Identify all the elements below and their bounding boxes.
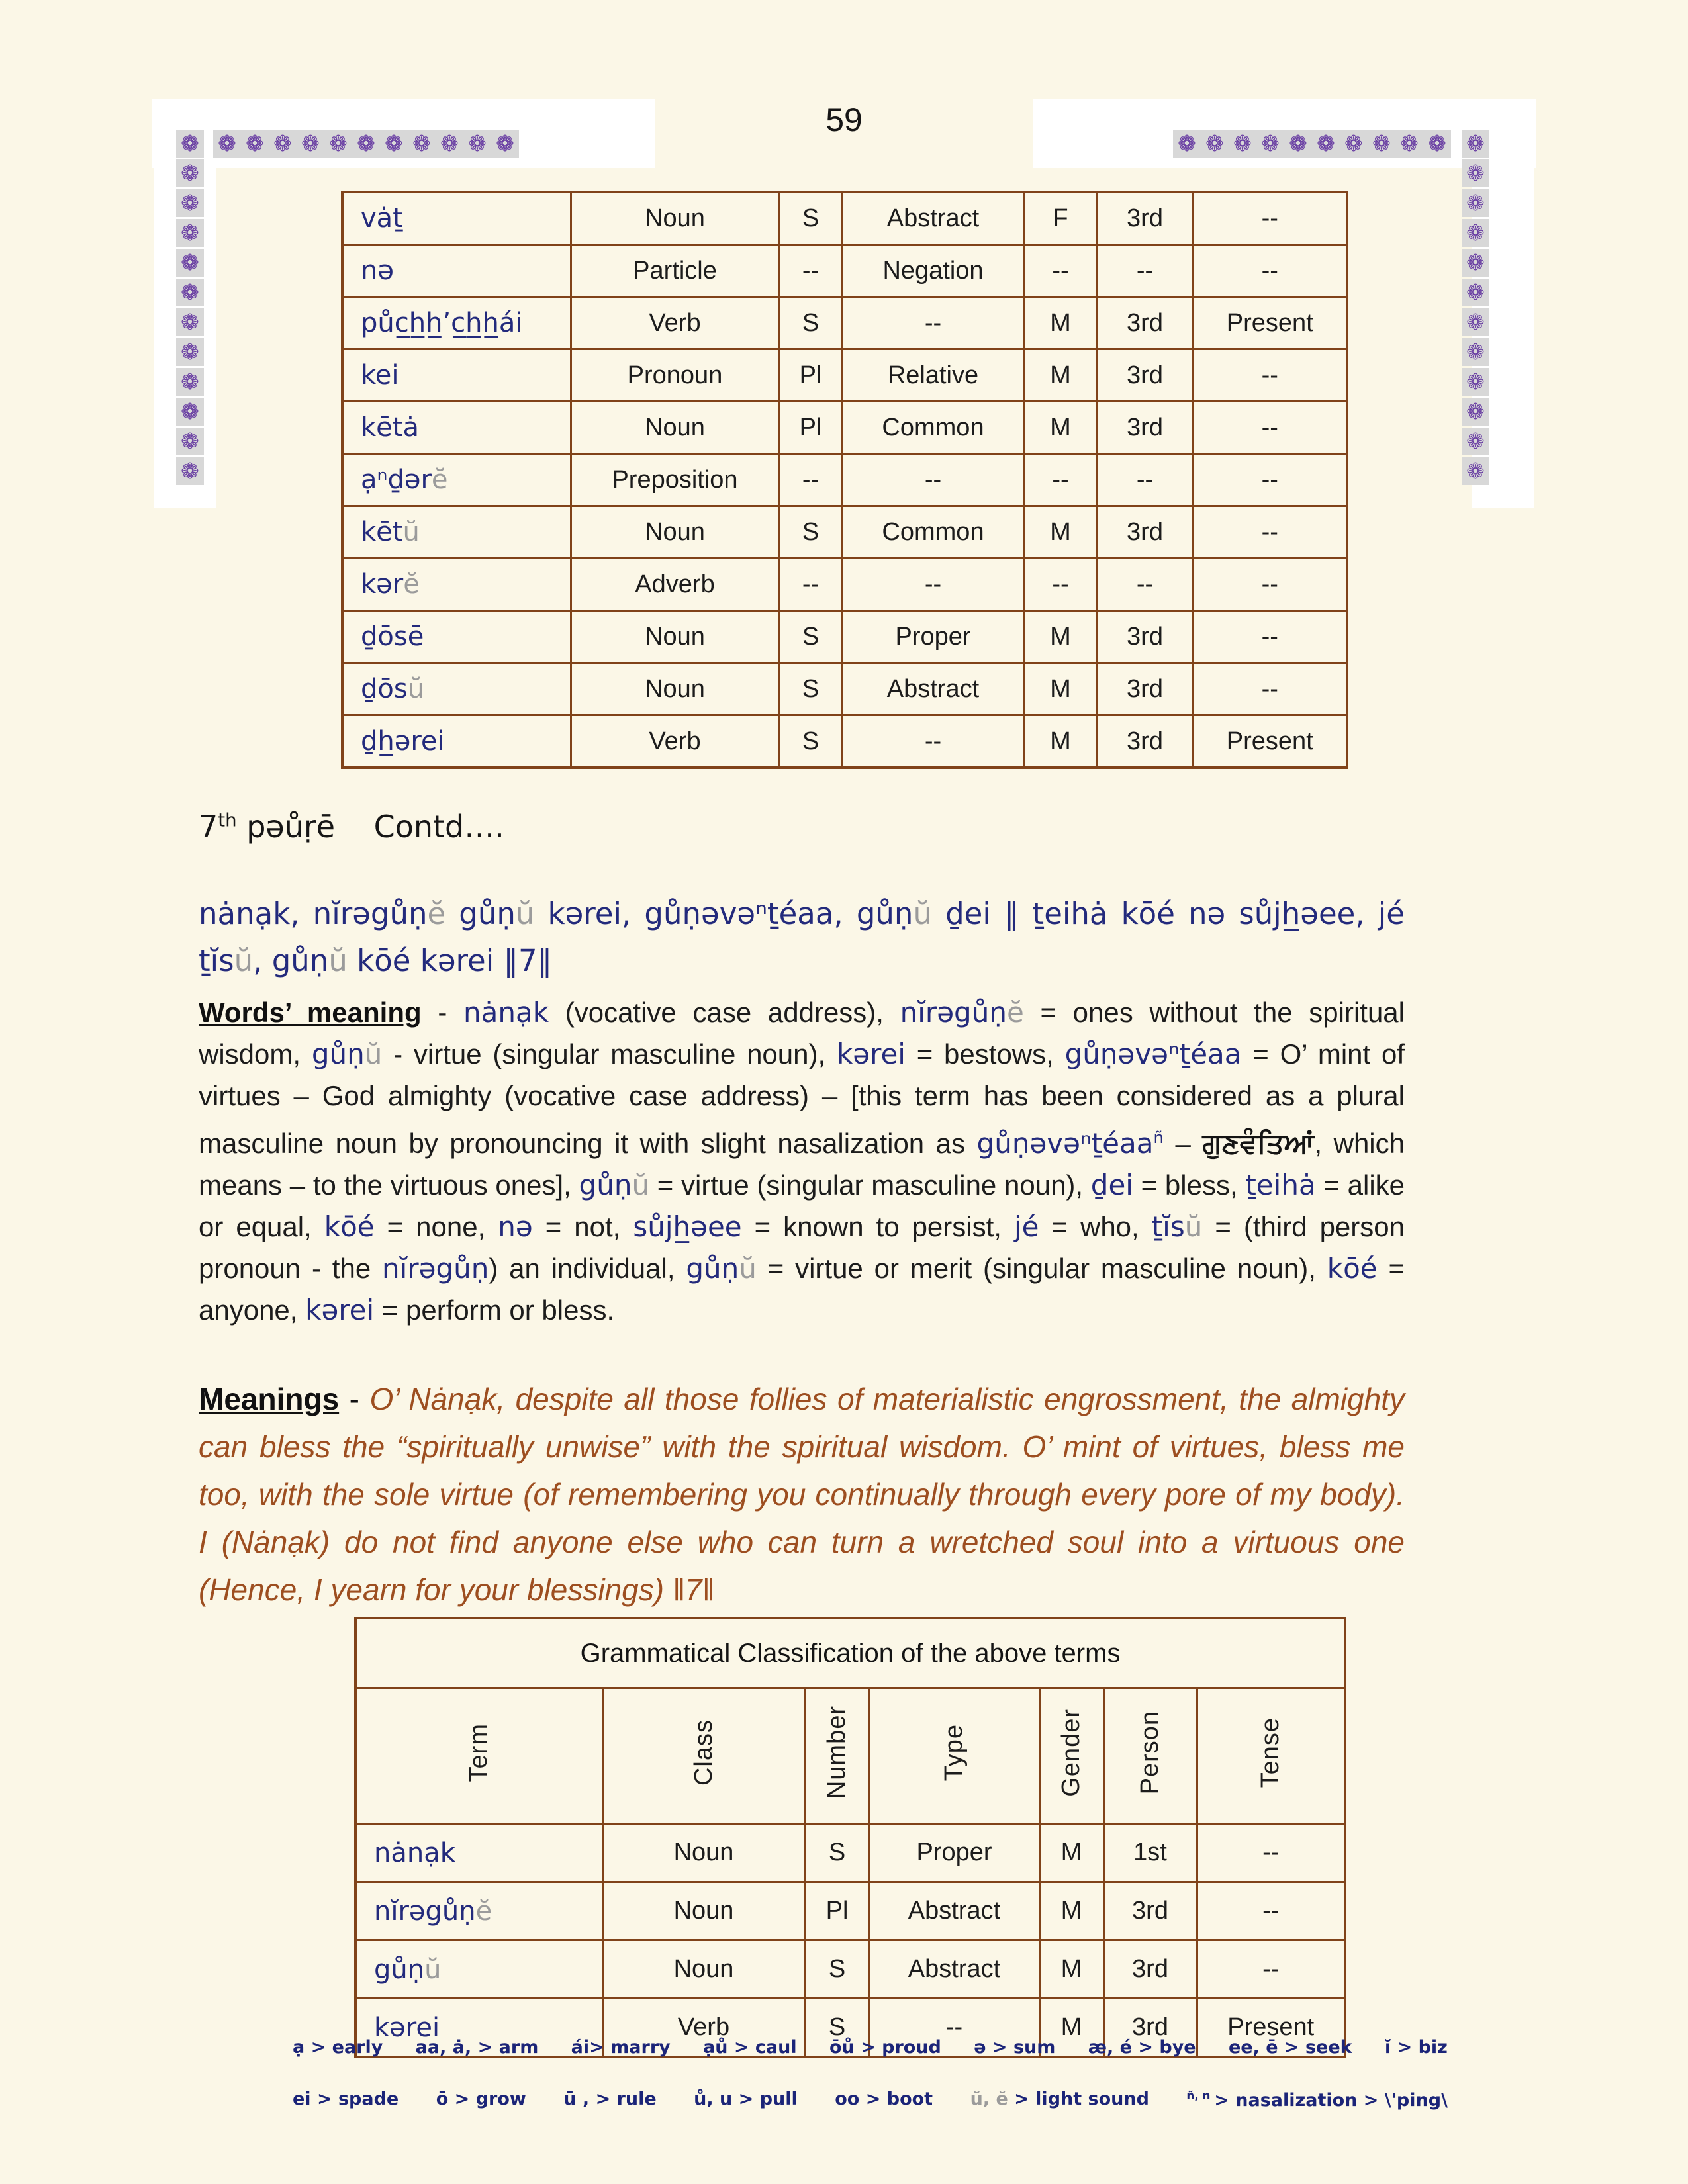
flower-ornament-icon: ❁ (1256, 130, 1284, 158)
tense-cell: -- (1193, 454, 1347, 506)
flower-ornament-icon: ❁ (1284, 130, 1312, 158)
text-segment: ŭ (328, 943, 348, 978)
flower-ornament-icon: ❁ (352, 130, 380, 158)
term-text: kei (361, 360, 399, 390)
key-item: æ, é > bye (1088, 2037, 1196, 2058)
table-row (342, 454, 1347, 506)
term-cell (355, 1882, 602, 1940)
table-row (342, 611, 1347, 663)
term-cell (342, 559, 571, 611)
person-cell: -- (1097, 559, 1193, 611)
flower-ornament-icon: ❁ (1395, 130, 1423, 158)
text-segment: = alike or equal, (199, 1169, 1405, 1242)
text-segment: kərei, gůṇəvəⁿṯéaa, gůṇ (534, 896, 914, 931)
person-cell: -- (1097, 454, 1193, 506)
key-item: ū , > rule (563, 2089, 657, 2109)
person-cell: 3rd (1097, 192, 1193, 245)
key-item: ạů > caul (703, 2037, 797, 2058)
text-segment: = (third person pronoun - the (199, 1211, 1405, 1284)
tense-cell: -- (1193, 192, 1347, 245)
flower-ornament-icon: ❁ (1462, 428, 1489, 455)
table-row (342, 402, 1347, 454)
gender-cell: M (1024, 297, 1097, 349)
flower-ornament-icon: ❁ (1462, 398, 1489, 426)
text-segment: ŭ (913, 896, 932, 931)
number-cell: S (779, 611, 842, 663)
person-cell: 3rd (1097, 663, 1193, 715)
term-cell (342, 611, 571, 663)
number-cell: -- (779, 454, 842, 506)
meanings-label: Meanings (199, 1382, 340, 1416)
table-row (355, 1940, 1345, 1999)
header-label: Person (1136, 1710, 1164, 1795)
tense-cell: -- (1197, 1882, 1345, 1940)
text-segment: jé (1013, 1210, 1039, 1243)
tense-cell: Present (1193, 715, 1347, 768)
text-segment: = known to persist, (741, 1211, 1014, 1242)
text-segment: ḏei ‖ ṯeihȧ kōé nə sůjh̲əee, jé ṯĭs (199, 896, 1405, 978)
gender-cell: F (1024, 192, 1097, 245)
term-cell (342, 297, 571, 349)
text-segment: ḏei (1090, 1169, 1133, 1201)
key-item: ái> marry (571, 2037, 671, 2058)
text-segment: nĭrəgůṇ (900, 996, 1007, 1028)
label-separator: - (421, 997, 463, 1028)
term-cell (355, 1940, 602, 1999)
type-cell: Relative (842, 349, 1024, 402)
text-segment: = anyone, (199, 1253, 1405, 1326)
key-item: ee, ē > seek (1228, 2037, 1352, 2058)
term-light-text: ŭ (424, 1954, 442, 1985)
class-cell: Pronoun (571, 349, 779, 402)
header-label: Number (823, 1706, 851, 1799)
table-row (342, 715, 1347, 768)
text-segment: ṯĭs (1151, 1210, 1185, 1243)
header-type (869, 1688, 1039, 1824)
header-number (805, 1688, 869, 1824)
text-segment: = bless, (1133, 1169, 1246, 1201)
type-cell: Abstract (869, 1882, 1039, 1940)
gender-cell: M (1024, 663, 1097, 715)
text-segment: ) an individual, (489, 1253, 686, 1284)
flower-ornament-icon: ❁ (1462, 219, 1489, 247)
flower-ornament-icon: ❁ (1462, 189, 1489, 217)
text-segment: kōé kərei ‖7‖ (347, 943, 553, 978)
gender-cell: M (1024, 349, 1097, 402)
term-cell (342, 402, 571, 454)
gender-cell: M (1024, 611, 1097, 663)
text-segment: ŭ (632, 1169, 650, 1201)
term-cell (342, 454, 571, 506)
term-text: vȧṯ (361, 203, 403, 234)
flower-ornament-icon: ❁ (1462, 368, 1489, 396)
header-label: Tense (1256, 1717, 1285, 1788)
header-person (1103, 1688, 1197, 1824)
text-segment: nə (498, 1210, 533, 1243)
flower-ornament-icon: ❁ (408, 130, 436, 158)
class-cell: Noun (602, 1824, 805, 1882)
table-row (355, 1882, 1345, 1940)
number-cell: Pl (779, 349, 842, 402)
text-segment: ŭ (739, 1252, 757, 1285)
gender-cell: -- (1024, 559, 1097, 611)
text-segment: = virtue (singular masculine noun), (649, 1169, 1091, 1201)
flower-column-right (1462, 130, 1489, 485)
flower-ornament-icon: ❁ (213, 130, 241, 158)
class-cell: Particle (571, 245, 779, 297)
number-cell: S (805, 1824, 869, 1882)
type-cell: Common (842, 402, 1024, 454)
flower-ornament-icon: ❁ (436, 130, 463, 158)
term-cell (342, 715, 571, 768)
text-segment: kōé (1327, 1252, 1378, 1285)
pauri-number: 7 (199, 809, 218, 844)
text-segment: ਗੁਣਵੰਤਿਆਂ (1202, 1127, 1315, 1160)
number-cell: -- (779, 245, 842, 297)
table-header-row (355, 1688, 1345, 1824)
class-cell: Noun (602, 1940, 805, 1999)
person-cell: 3rd (1097, 349, 1193, 402)
class-cell: Verb (571, 715, 779, 768)
table-title: Grammatical Classification of the above terms (355, 1618, 1345, 1688)
tense-cell: Present (1193, 297, 1347, 349)
number-cell: Pl (805, 1882, 869, 1940)
class-cell: Noun (571, 192, 779, 245)
type-cell: Abstract (842, 663, 1024, 715)
text-segment: = perform or bless. (374, 1295, 615, 1326)
words-meaning-text (199, 997, 1405, 1326)
key-item: aa, ȧ, > arm (415, 2037, 539, 2058)
flower-ornament-icon: ❁ (463, 130, 491, 158)
flower-ornament-icon: ❁ (269, 130, 297, 158)
text-segment: ŭ (515, 896, 535, 931)
text-segment: kōé (324, 1210, 375, 1243)
term-light-text: ĕ (475, 1895, 492, 1927)
person-cell: 3rd (1097, 297, 1193, 349)
gender-cell: -- (1024, 454, 1097, 506)
term-text: kər (361, 569, 404, 600)
tense-cell: -- (1197, 1940, 1345, 1999)
header-label: Class (689, 1719, 718, 1786)
table-title-row (355, 1618, 1345, 1688)
flower-ornament-icon: ❁ (176, 159, 204, 187)
words-meaning-paragraph (199, 991, 1405, 1331)
type-cell: -- (842, 715, 1024, 768)
person-cell: 3rd (1097, 402, 1193, 454)
text-segment: ñ (1153, 1128, 1164, 1147)
term-text: kēt (361, 517, 403, 547)
key-item: ei > spade (293, 2089, 399, 2109)
number-cell: -- (779, 559, 842, 611)
flower-ornament-icon: ❁ (1340, 130, 1368, 158)
class-cell: Noun (602, 1882, 805, 1940)
flower-ornament-icon: ❁ (1462, 159, 1489, 187)
text-segment: kərei (836, 1038, 906, 1070)
table-row (342, 349, 1347, 402)
light-sound-letters: ŭ, ĕ (970, 2089, 1015, 2109)
text-segment: ĕ (1006, 996, 1024, 1028)
class-cell: Verb (571, 297, 779, 349)
text-segment: gůṇ (445, 896, 516, 931)
text-segment: nĭrəgůṇ (382, 1252, 489, 1285)
meanings-paragraph (199, 1375, 1405, 1614)
flower-ornament-icon: ❁ (1462, 249, 1489, 277)
gender-cell: -- (1024, 245, 1097, 297)
table-row (342, 559, 1347, 611)
flower-ornament-icon: ❁ (176, 249, 204, 277)
key-item: oo > boot (835, 2089, 933, 2109)
flower-ornament-icon: ❁ (324, 130, 352, 158)
ordinal-suffix: th (218, 809, 237, 831)
text-segment: = who, (1039, 1211, 1152, 1242)
type-cell: -- (842, 559, 1024, 611)
class-cell: Noun (571, 402, 779, 454)
tense-cell: -- (1193, 402, 1347, 454)
flower-ornament-icon: ❁ (297, 130, 324, 158)
text-segment: – (1163, 1128, 1203, 1159)
term-text: ḏōs (361, 674, 408, 704)
class-cell: Noun (571, 611, 779, 663)
gender-cell: M (1039, 1940, 1103, 1999)
number-cell: S (779, 192, 842, 245)
text-segment: = not, (532, 1211, 633, 1242)
gender-cell: M (1024, 506, 1097, 559)
type-cell: Abstract (842, 192, 1024, 245)
flower-ornament-icon: ❁ (1462, 338, 1489, 366)
header-label: Term (465, 1723, 493, 1782)
person-cell: 3rd (1103, 1940, 1197, 1999)
number-cell: S (805, 1999, 869, 2058)
person-cell: -- (1097, 245, 1193, 297)
table-row (342, 506, 1347, 559)
table-row (342, 297, 1347, 349)
person-cell: 3rd (1103, 1999, 1197, 2058)
term-text: nə (361, 255, 394, 286)
tense-cell: -- (1197, 1824, 1345, 1882)
flower-ornament-icon: ❁ (1312, 130, 1340, 158)
table-row (342, 192, 1347, 245)
flower-ornament-icon: ❁ (176, 338, 204, 366)
flower-ornament-icon: ❁ (176, 428, 204, 455)
text-segment: gůṇəvəⁿṯéaa (976, 1127, 1154, 1160)
text-segment: ŭ (1184, 1210, 1203, 1243)
light-sound-text: > light sound (1014, 2089, 1149, 2109)
key-item: ů, u > pull (694, 2089, 798, 2109)
term-cell (342, 349, 571, 402)
term-text: kētȧ (361, 412, 419, 443)
class-cell: Noun (571, 506, 779, 559)
person-cell: 3rd (1097, 715, 1193, 768)
flower-ornament-icon: ❁ (176, 189, 204, 217)
text-segment: ĕ (427, 896, 446, 931)
header-tense (1197, 1688, 1345, 1824)
type-cell: Abstract (869, 1940, 1039, 1999)
gender-cell: M (1039, 1824, 1103, 1882)
term-cell (342, 663, 571, 715)
grammar-table-top (341, 191, 1348, 769)
key-item: ĭ > biz (1384, 2037, 1448, 2058)
flower-column-left (176, 130, 204, 485)
person-cell: 1st (1103, 1824, 1197, 1882)
header-label: Gender (1057, 1708, 1085, 1797)
text-segment: nȧnạk (463, 996, 549, 1028)
text-segment: nȧnạk, nĭrəgůṇ (199, 896, 428, 931)
gender-cell: M (1039, 1999, 1103, 2058)
meanings-text: O’ Nȧnạk, despite all those follies of materialistic engrossment, the almighty can bless the “spiritually unwise” with the spiritual wisdom. O’ mint of virtues, bless me too, with the sole virtue (of remembering you continually through every pore of my body). I (Nȧnạk) do not find anyone else who can turn a wretched soul into a virtuous one (Hence, I yearn for your blessings) ‖7‖ (199, 1382, 1405, 1607)
flower-ornament-icon: ❁ (1201, 130, 1229, 158)
flower-ornament-icon: ❁ (176, 308, 204, 336)
term-light-text: ŭ (402, 517, 420, 547)
label-separator: - (339, 1382, 370, 1416)
type-cell: Proper (869, 1824, 1039, 1882)
flower-ornament-icon: ❁ (1462, 130, 1489, 158)
text-segment: sůjh̲əee (633, 1210, 742, 1243)
text-segment: = bestows, (905, 1038, 1065, 1069)
table-row (342, 663, 1347, 715)
gender-cell: M (1024, 715, 1097, 768)
text-segment: gůṇ (686, 1252, 739, 1285)
gender-cell: M (1039, 1882, 1103, 1940)
text-segment: gůṇ (579, 1169, 632, 1201)
table-row (342, 245, 1347, 297)
tense-cell: -- (1193, 663, 1347, 715)
flower-ornament-icon: ❁ (176, 368, 204, 396)
tense-cell: -- (1193, 506, 1347, 559)
text-segment: (vocative case address), (549, 997, 900, 1028)
tense-cell: -- (1193, 611, 1347, 663)
header-gender (1039, 1688, 1103, 1824)
number-cell: S (779, 297, 842, 349)
term-cell (342, 245, 571, 297)
term-text: ḏōsē (361, 621, 424, 652)
number-cell: S (779, 663, 842, 715)
flower-ornament-icon: ❁ (491, 130, 519, 158)
tense-cell: Present (1197, 1999, 1345, 2058)
gender-cell: M (1024, 402, 1097, 454)
tense-cell: -- (1193, 245, 1347, 297)
number-cell: S (805, 1940, 869, 1999)
key-item-nasalization (1186, 2089, 1448, 2111)
tense-cell: -- (1193, 559, 1347, 611)
term-cell (355, 1824, 602, 1882)
nasal-letters: ñ, n (1186, 2089, 1215, 2102)
heading-rest: pəůṛē Contd…. (236, 809, 504, 844)
text-segment: = O’ mint of virtues – God almighty (vocative case address) – [this term has been considered as a plural masculine noun by pronouncing it with slight nasalization as (199, 1038, 1405, 1159)
term-text: ạⁿḏər (361, 465, 432, 495)
hymn-transliteration (199, 890, 1405, 984)
person-cell: 3rd (1097, 611, 1193, 663)
number-cell: S (779, 506, 842, 559)
class-cell: Noun (571, 663, 779, 715)
text-segment: , gůṇ (253, 943, 329, 978)
flower-ornament-icon: ❁ (1173, 130, 1201, 158)
type-cell: -- (869, 1999, 1039, 2058)
text-segment: - virtue (singular masculine noun), (382, 1038, 837, 1069)
term-cell (342, 192, 571, 245)
nasal-text: > nasalization > \'ping\ (1214, 2090, 1448, 2111)
number-cell: S (779, 715, 842, 768)
term-light-text: ĕ (403, 569, 420, 600)
grammar-table-bottom (354, 1617, 1346, 2058)
table-row (355, 1824, 1345, 1882)
term-text: ḏh̲ərei (361, 726, 445, 756)
flower-ornament-icon: ❁ (176, 398, 204, 426)
term-text: nȧnạk (374, 1837, 455, 1868)
key-item: ōů > proud (829, 2037, 941, 2058)
term-text: gůṇ (374, 1954, 425, 1985)
flower-ornament-icon: ❁ (1229, 130, 1256, 158)
flower-ornament-icon: ❁ (1423, 130, 1451, 158)
class-cell: Preposition (571, 454, 779, 506)
section-heading (199, 809, 504, 844)
flower-ornament-icon: ❁ (241, 130, 269, 158)
flower-ornament-icon: ❁ (176, 219, 204, 247)
text-segment: = none, (374, 1211, 498, 1242)
text-segment: ŭ (364, 1038, 383, 1070)
page-number: 59 (825, 101, 863, 138)
term-cell (342, 506, 571, 559)
flower-ornament-icon: ❁ (176, 457, 204, 485)
class-cell: Verb (602, 1999, 805, 2058)
term-light-text: ŭ (407, 674, 425, 704)
type-cell: Common (842, 506, 1024, 559)
text-segment: gůṇ (311, 1038, 365, 1070)
pronunciation-key-row-2 (293, 2089, 1448, 2111)
person-cell: 3rd (1103, 1882, 1197, 1940)
flower-ornament-icon: ❁ (176, 130, 204, 158)
text-segment: = virtue or merit (singular masculine noun), (756, 1253, 1327, 1284)
flower-ornament-icon: ❁ (1462, 308, 1489, 336)
term-text: nĭrəgůṇ (374, 1895, 476, 1927)
text-segment: ŭ (234, 943, 254, 978)
text-segment: , which means – to the virtuous ones], (199, 1128, 1405, 1201)
key-item-light-sound (970, 2089, 1149, 2111)
header-term (355, 1688, 602, 1824)
type-cell: -- (842, 297, 1024, 349)
type-cell: -- (842, 454, 1024, 506)
header-label: Type (940, 1723, 968, 1782)
key-item: ə > sum (974, 2037, 1056, 2058)
header-class (602, 1688, 805, 1824)
flower-ornament-icon: ❁ (1462, 279, 1489, 306)
tense-cell: -- (1193, 349, 1347, 402)
flower-ornament-icon: ❁ (1462, 457, 1489, 485)
key-item: ạ > early (293, 2037, 383, 2058)
type-cell: Negation (842, 245, 1024, 297)
term-text: kərei (374, 2012, 440, 2043)
type-cell: Proper (842, 611, 1024, 663)
flower-ornament-icon: ❁ (176, 279, 204, 306)
term-light-text: ĕ (431, 465, 448, 495)
key-item: ō > grow (436, 2089, 526, 2109)
text-segment: kərei (305, 1294, 375, 1326)
flower-ornament-icon: ❁ (1368, 130, 1395, 158)
person-cell: 3rd (1097, 506, 1193, 559)
class-cell: Adverb (571, 559, 779, 611)
text-segment: ṯeihȧ (1245, 1169, 1316, 1201)
term-text: půc̲h̲h̲’c̲h̲h̲ái (361, 308, 523, 338)
text-segment: = ones without the spiritual wisdom, (199, 997, 1405, 1069)
words-meaning-label: Words’ meaning (199, 997, 422, 1028)
text-segment: gůṇəvəⁿṯéaa (1064, 1038, 1242, 1070)
flower-ornament-icon: ❁ (380, 130, 408, 158)
pronunciation-key-row-1 (293, 2037, 1448, 2058)
number-cell: Pl (779, 402, 842, 454)
